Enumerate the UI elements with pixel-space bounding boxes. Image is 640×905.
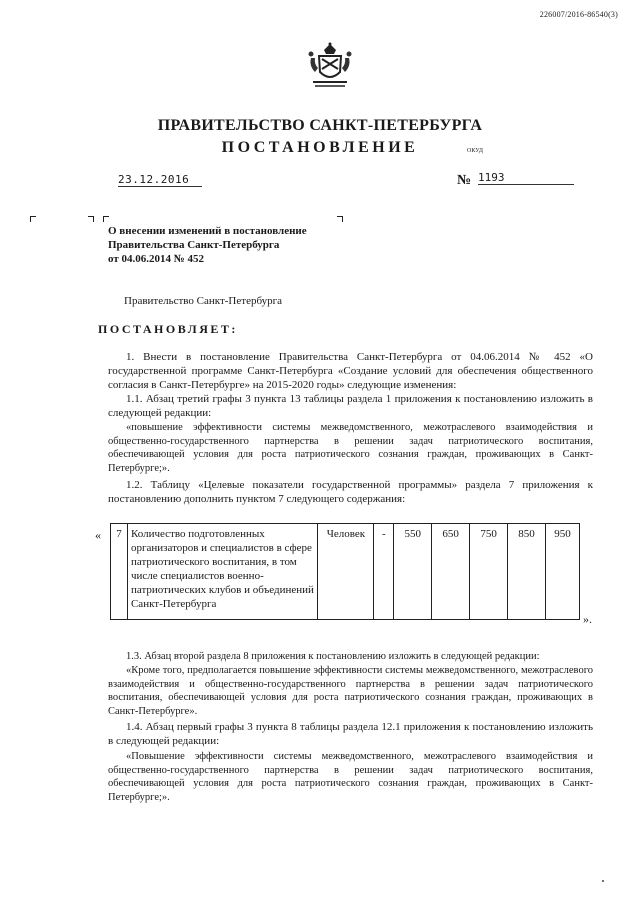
paragraph-1-1-quote: «повышение эффективности системы межведомственного, межотраслевого взаимодействия и общественно-государственного партнерства в решении задач патриотического воспитания, обеспечивающей условия для роста патриотического сознания граждан, проживающих в Санкт-Петербурге;». xyxy=(108,422,593,474)
government-title: ПРАВИТЕЛЬСТВО САНКТ-ПЕТЕРБУРГА xyxy=(157,117,483,134)
corner-mark xyxy=(88,216,94,222)
subject-line: Правительства Санкт-Петербурга xyxy=(108,239,280,251)
table-cell-value: 750 xyxy=(470,524,508,620)
paragraph-1-3-quote: «Кроме того, предполагается повышение эффективности системы межведомственного, межотраслевого взаимодействия и общественно-государственного партнерства в решении задач патриотического воспитания, обеспечивающей условия для роста патриотического сознания граждан, проживающих в Санкт-Петербурге». xyxy=(108,665,593,717)
corner-mark xyxy=(30,216,36,222)
table-cell-num: 7 xyxy=(111,524,128,620)
author-line: Правительство Санкт-Петербурга xyxy=(124,295,283,307)
table-row xyxy=(111,524,580,620)
subject-block xyxy=(108,224,353,266)
okud-label: ОКУД xyxy=(467,148,483,154)
document-id: 226007/2016-86540(3) xyxy=(539,10,618,19)
table-cell-name: Количество подготовленных организаторов и специалистов в сфере патриотического воспитания, в том числе специалистов военно-патриотических клубов и объединений Санкт-Петербурга xyxy=(127,524,317,620)
table-cell-value: 650 xyxy=(432,524,470,620)
paragraph-1: 1. Внести в постановление Правительства Санкт-Петербурга от 04.06.2014 № 452 «О государственной программе Санкт-Петербурга «Создание условий для обеспечения общественного согласия в Санкт-Петербурге» на 2015-2020 годы» следующие изменения: xyxy=(108,351,593,391)
number-sign: № xyxy=(457,173,472,188)
table-cell-value: 850 xyxy=(508,524,546,620)
table-cell-unit: Человек xyxy=(318,524,374,620)
document-date: 23.12.2016 xyxy=(118,173,202,187)
paragraph-1-3: 1.3. Абзац второй раздела 8 приложения к постановлению изложить в следующей редакции: xyxy=(126,651,540,662)
paragraph-1-4: 1.4. Абзац первый графы 3 пункта 8 таблицы раздела 12.1 приложения к постановлению изложить в следующей редакции: xyxy=(108,721,593,747)
document-type: ПОСТАНОВЛЕНИЕ xyxy=(221,139,419,156)
table-cell-value: 550 xyxy=(394,524,432,620)
table-quote-open: « xyxy=(95,528,101,542)
document-number: 1193 xyxy=(478,171,574,185)
paragraph-1-4-quote: «Повышение эффективности системы межведомственного, межотраслевого взаимодействия и общественно-государственного партнерства в решении задач патриотического воспитания, обеспечивающей условия для роста патриотического сознания граждан, проживающих в Санкт-Петербурге;». xyxy=(108,751,593,803)
table-cell-dash: - xyxy=(374,524,394,620)
table-cell-value: 950 xyxy=(545,524,579,620)
corner-mark xyxy=(103,216,109,222)
paragraph-1-1: 1.1. Абзац третий графы 3 пункта 13 таблицы раздела 1 приложения к постановлению изложить в следующей редакции: xyxy=(108,393,593,419)
coat-of-arms-icon xyxy=(305,42,355,92)
paragraph-1-2: 1.2. Таблицу «Целевые показатели государственной программы» раздела 7 приложения к постановлению дополнить пунктом 7 следующего содержания: xyxy=(108,479,593,505)
indicator-table xyxy=(110,523,580,620)
subject-line: О внесении изменений в постановление xyxy=(108,225,307,237)
subject-line: от 04.06.2014 № 452 xyxy=(108,253,205,265)
corner-mark xyxy=(337,216,343,222)
scan-mark xyxy=(602,880,604,882)
table-quote-close: ». xyxy=(583,612,592,626)
resolves-heading: ПОСТАНОВЛЯЕТ: xyxy=(98,322,238,336)
